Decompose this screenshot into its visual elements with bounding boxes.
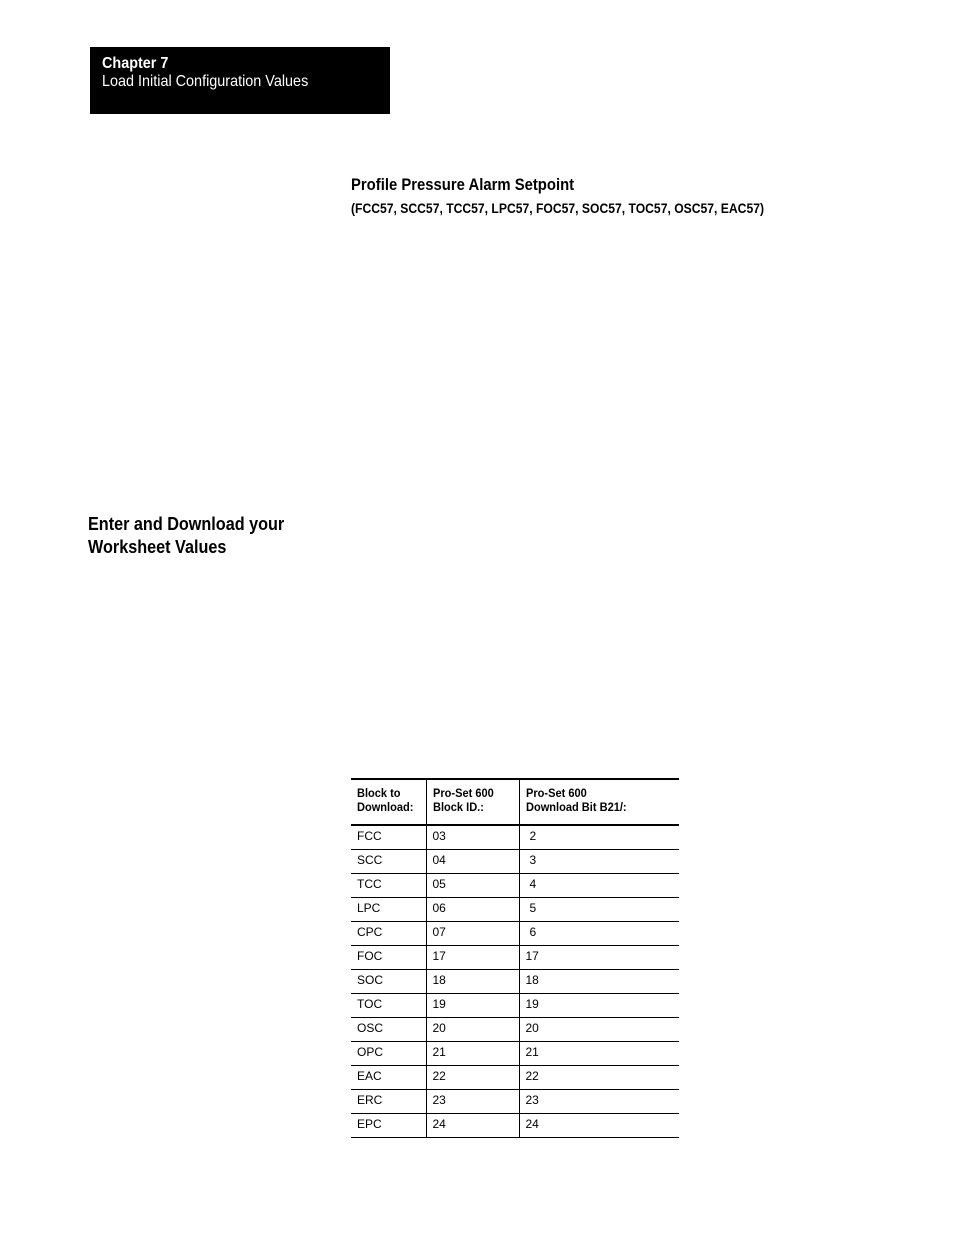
header-block-id-line1: Pro-Set 600 [432, 786, 494, 800]
side-heading-line1: Enter and Download your [88, 514, 285, 534]
table-header-row [351, 779, 679, 825]
table-row [351, 897, 679, 921]
cell-download-bit: 2 [529, 829, 537, 843]
cell-block-id: 04 [426, 849, 519, 873]
cell-block-id: 07 [426, 921, 519, 945]
header-block-id-line2: Block ID.: [432, 800, 484, 814]
table-row [351, 993, 679, 1017]
header-block-id [426, 779, 519, 825]
cell-block: FOC [351, 945, 426, 969]
cell-block-id: 20 [426, 1017, 519, 1041]
chapter-label: Chapter 7 [102, 55, 169, 72]
cell-block: SCC [351, 849, 426, 873]
table-row [351, 1041, 679, 1065]
cell-download-bit: 22 [525, 1068, 539, 1083]
table-row [351, 1065, 679, 1089]
cell-block-id: 05 [426, 873, 519, 897]
cell-block: FCC [351, 825, 426, 849]
cell-download-bit: 24 [525, 1116, 539, 1131]
table-row [351, 921, 679, 945]
cell-block-id: 17 [426, 945, 519, 969]
header-block-line2: Download: [357, 800, 414, 814]
section-title: Profile Pressure Alarm Setpoint [351, 176, 575, 194]
side-heading [88, 513, 284, 559]
table-row [351, 825, 679, 849]
cell-block-id: 06 [426, 897, 519, 921]
section-subtitle: (FCC57, SCC57, TCC57, LPC57, FOC57, SOC57, TOC57, OSC57, EAC57) [351, 201, 765, 216]
cell-block: CPC [351, 921, 426, 945]
cell-block: ERC [351, 1089, 426, 1113]
header-download-bit-line1: Pro-Set 600 [525, 786, 587, 800]
cell-block: SOC [351, 969, 426, 993]
table-row [351, 873, 679, 897]
cell-download-bit: 17 [525, 948, 539, 963]
table-row [351, 945, 679, 969]
side-heading-line2: Worksheet Values [88, 537, 227, 557]
cell-download-bit: 23 [525, 1092, 539, 1107]
cell-download-bit: 3 [529, 852, 537, 867]
cell-block-id: 24 [426, 1113, 519, 1137]
table-row [351, 1017, 679, 1041]
chapter-title: Load Initial Configuration Values [102, 73, 309, 90]
table-row [351, 969, 679, 993]
cell-block: EAC [351, 1065, 426, 1089]
cell-block: EPC [351, 1113, 426, 1137]
header-block [351, 779, 426, 825]
cell-download-bit: 21 [525, 1044, 539, 1059]
download-table [351, 778, 679, 1138]
cell-block-id: 19 [426, 993, 519, 1017]
cell-download-bit: 4 [529, 876, 537, 891]
cell-download-bit: 6 [529, 924, 537, 939]
header-block-line1: Block to [357, 786, 401, 800]
cell-download-bit: 20 [525, 1020, 539, 1035]
cell-block-id: 21 [426, 1041, 519, 1065]
cell-block: OPC [351, 1041, 426, 1065]
cell-download-bit: 19 [525, 996, 539, 1011]
cell-block-id: 03 [426, 825, 519, 849]
cell-block-id: 22 [426, 1065, 519, 1089]
chapter-header [90, 47, 390, 114]
table-row [351, 1089, 679, 1113]
cell-block: TCC [351, 873, 426, 897]
table-row [351, 1113, 679, 1137]
cell-block: TOC [351, 993, 426, 1017]
cell-block-id: 18 [426, 969, 519, 993]
table-row [351, 849, 679, 873]
cell-block-id: 23 [426, 1089, 519, 1113]
cell-download-bit: 5 [529, 900, 537, 915]
header-download-bit [519, 779, 679, 825]
cell-block: OSC [351, 1017, 426, 1041]
cell-download-bit: 18 [525, 972, 539, 987]
cell-block: LPC [351, 897, 426, 921]
header-download-bit-line2: Download Bit B21/: [525, 800, 627, 814]
